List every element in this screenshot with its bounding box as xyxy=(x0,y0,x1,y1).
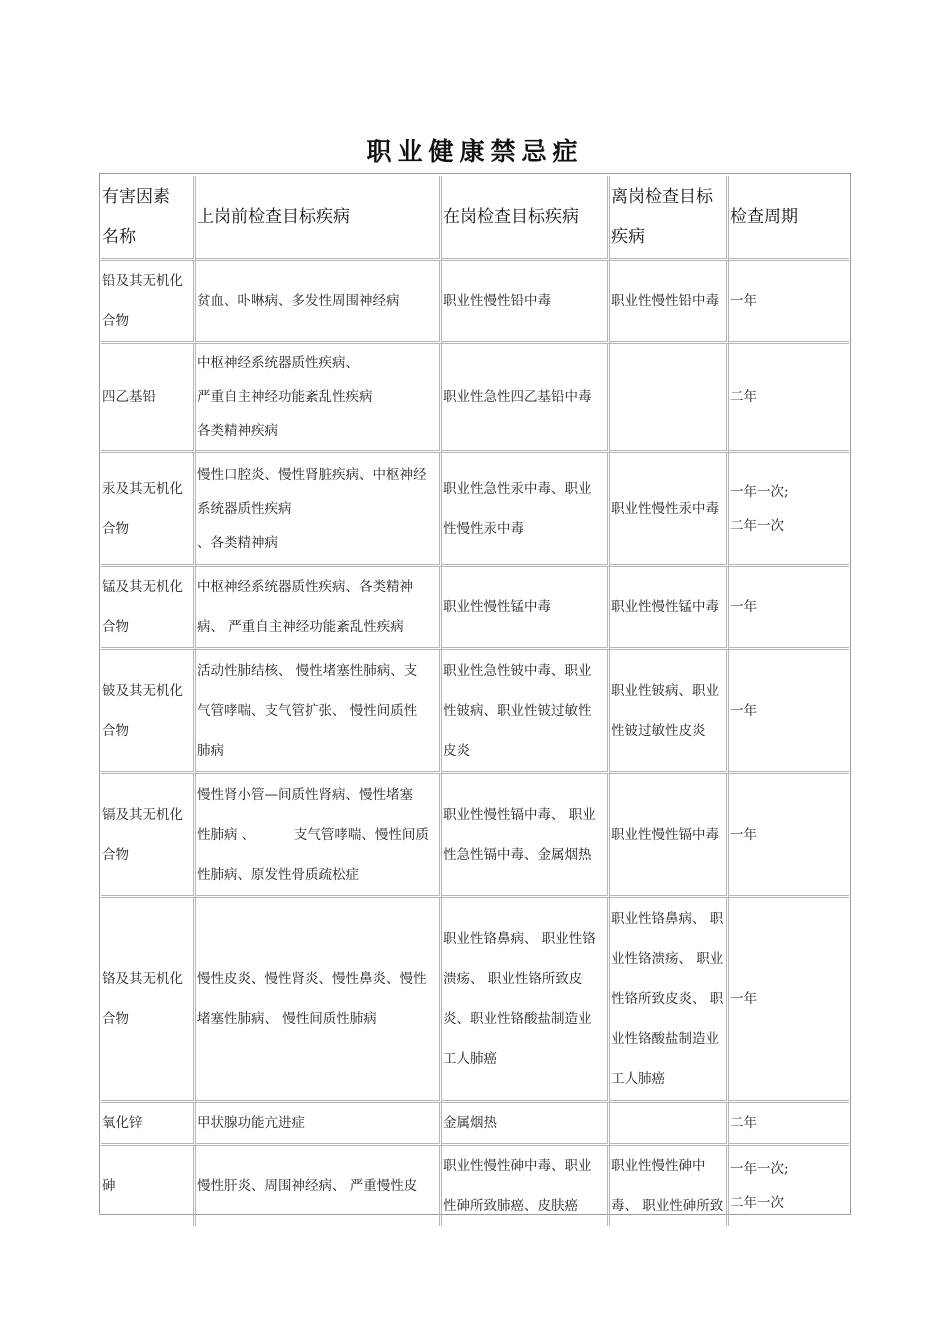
table-row xyxy=(101,650,849,774)
cell-period: 一年一次; 二年一次 xyxy=(729,453,849,567)
table-header-row xyxy=(101,176,849,261)
cell-post xyxy=(610,1103,729,1146)
cell-post: 职业性慢性铅中毒 xyxy=(610,261,729,344)
cell-factor: 镉及其无机化 合物 xyxy=(101,774,196,898)
header-on-duty: 在岗检查目标疾病 xyxy=(442,176,610,261)
cell-factor: 氧化锌 xyxy=(101,1103,196,1146)
cell-on: 职业性慢性锰中毒 xyxy=(442,567,610,650)
cell-post: 职业性慢性汞中毒 xyxy=(610,453,729,567)
cell-pre: 甲状腺功能亢进症 xyxy=(196,1103,442,1146)
table-row xyxy=(101,567,849,650)
cell-period: 一年 xyxy=(729,898,849,1103)
cell-period: 二年 xyxy=(729,1103,849,1146)
cell-period: 一年 xyxy=(729,261,849,344)
cell-on: 职业性急性铍中毒、职业 性铍病、职业性铍过敏性 皮炎 xyxy=(442,650,610,774)
cell-on: 职业性急性汞中毒、职业 性慢性汞中毒 xyxy=(442,453,610,567)
table-row xyxy=(101,344,849,453)
cell-pre: 中枢神经系统器质性疾病、各类精神 病、 严重自主神经功能紊乱性疾病 xyxy=(196,567,442,650)
cell-factor: 砷 xyxy=(101,1146,196,1226)
cell-on: 职业性铬鼻病、 职业性铬 溃疡、 职业性铬所致皮 炎、职业性铬酸盐制造业 工人肺癌 xyxy=(442,898,610,1103)
cell-pre: 慢性肝炎、周围神经病、 严重慢性皮 xyxy=(196,1146,442,1226)
table-row xyxy=(101,898,849,1103)
cell-period: 一年 xyxy=(729,774,849,898)
cell-on: 职业性急性四乙基铅中毒 xyxy=(442,344,610,453)
header-departure: 离岗检查目标 疾病 xyxy=(610,176,729,261)
contraindication-table xyxy=(101,176,849,1226)
table-row xyxy=(101,774,849,898)
header-pre-employment: 上岗前检查目标疾病 xyxy=(196,176,442,261)
table-row xyxy=(101,1103,849,1146)
cell-period: 二年 xyxy=(729,344,849,453)
cell-factor: 四乙基铅 xyxy=(101,344,196,453)
cell-pre: 活动性肺结核、 慢性堵塞性肺病、支 气管哮喘、支气管扩张、 慢性间质性 肺病 xyxy=(196,650,442,774)
table-row xyxy=(101,1146,849,1226)
cell-pre: 慢性口腔炎、慢性肾脏疾病、中枢神经 系统器质性疾病 、各类精神病 xyxy=(196,453,442,567)
cell-post: 职业性慢性锰中毒 xyxy=(610,567,729,650)
header-factor: 有害因素 名称 xyxy=(101,176,196,261)
cell-pre: 慢性皮炎、慢性肾炎、慢性鼻炎、慢性 堵塞性肺病、 慢性间质性肺病 xyxy=(196,898,442,1103)
cell-post: 职业性铍病、职业 性铍过敏性皮炎 xyxy=(610,650,729,774)
cell-pre: 慢性肾小管—间质性肾病、慢性堵塞 性肺病 、 支气管哮喘、慢性间质 性肺病、原发性骨质疏松症 xyxy=(196,774,442,898)
header-period: 检查周期 xyxy=(729,176,849,261)
table-row xyxy=(101,261,849,344)
cell-period: 一年 xyxy=(729,650,849,774)
cell-factor: 铍及其无机化 合物 xyxy=(101,650,196,774)
cell-period: 一年一次; 二年一次 xyxy=(730,1161,789,1211)
cell-factor: 汞及其无机化 合物 xyxy=(101,453,196,567)
cell-on: 金属烟热 xyxy=(442,1103,610,1146)
table-row xyxy=(101,453,849,567)
cell-factor: 铬及其无机化 合物 xyxy=(101,898,196,1103)
document-title: 职业健康禁忌症 xyxy=(366,137,584,166)
cell-pre: 贫血、卟啉病、多发性周围神经病 xyxy=(196,261,442,344)
cell-post: 职业性慢性砷中 毒、 职业性砷所致 xyxy=(610,1146,729,1226)
cell-on: 职业性慢性镉中毒、 职业 性急性镉中毒、金属烟热 xyxy=(442,774,610,898)
cell-factor: 锰及其无机化 合物 xyxy=(101,567,196,650)
cell-post xyxy=(610,344,729,453)
cell-period: 一年 xyxy=(729,567,849,650)
cell-post: 职业性铬鼻病、 职 业性铬溃疡、 职业 性铬所致皮炎、 职 业性铬酸盐制造业 工人肺癌 xyxy=(610,898,729,1103)
cell-post: 职业性慢性镉中毒 xyxy=(610,774,729,898)
cell-pre: 中枢神经系统器质性疾病、 严重自主神经功能紊乱性疾病 各类精神疾病 xyxy=(196,344,442,453)
cell-on: 职业性慢性铅中毒 xyxy=(442,261,610,344)
cell-on: 职业性慢性砷中毒、职业 性砷所致肺癌、皮肤癌 xyxy=(442,1146,610,1226)
cell-factor: 铅及其无机化 合物 xyxy=(101,261,196,344)
